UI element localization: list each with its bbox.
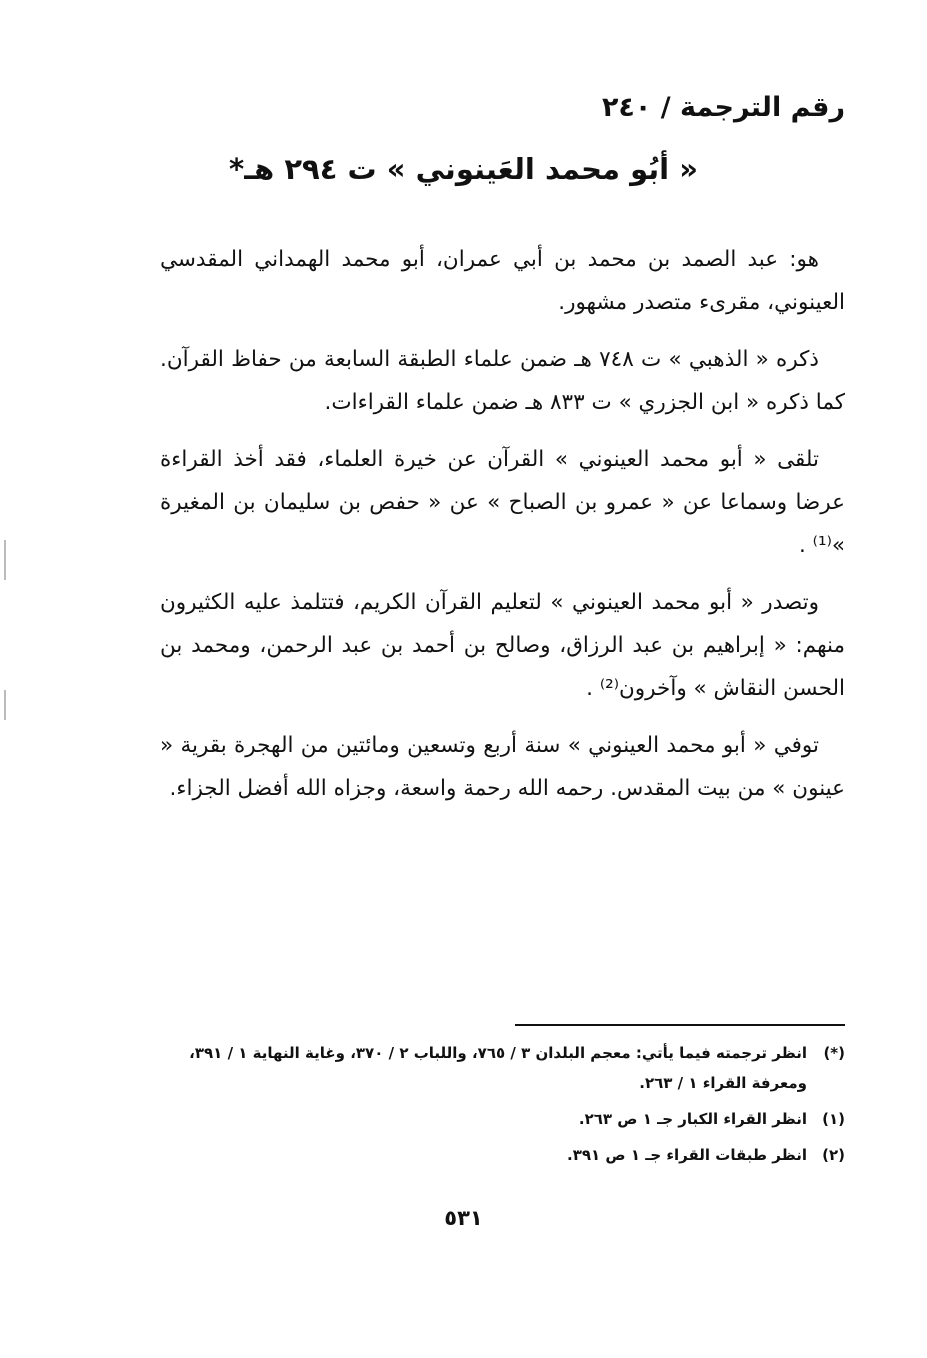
footnote-text: انظر القراء الكبار جـ ١ ص ٢٦٣. — [578, 1110, 807, 1128]
paragraph-death: توفي « أبو محمد العينوني » سنة أربع وتسعين ومائتين من الهجرة بقرية « عينون » من بيت المقدس. رحمه الله رحمة واسعة، وجزاه الله أفضل الجزاء. — [160, 733, 845, 801]
entry-title: « أبُو محمد العَينوني » ت ٢٩٤ هـ* — [229, 152, 698, 186]
footnote-divider — [515, 1024, 845, 1026]
paragraph-identity: هو: عبد الصمد بن محمد بن أبي عمران، أبو محمد الهمداني المقدسي العينوني، مقرىء متصدر مشهور. — [160, 247, 845, 315]
page-number: ٥٣١ — [444, 1206, 483, 1230]
paragraph-mentions: ذكره « الذهبي » ت ٧٤٨ هـ ضمن علماء الطبقة السابعة من حفاظ القرآن. كما ذكره « ابن الجزري » ت ٨٣٣ هـ ضمن علماء القراءات. — [160, 347, 845, 415]
footnote-item — [155, 1140, 845, 1170]
footnote-item — [155, 1104, 845, 1134]
biography-body — [160, 238, 845, 824]
footnote-marker: (١) — [822, 1110, 845, 1128]
scan-edge-mark — [4, 690, 6, 720]
footnote-marker: (*) — [823, 1044, 845, 1062]
footnote-text: انظر ترجمته فيما يأتي: معجم البلدان ٣ / ٧٦٥، واللباب ٢ / ٣٧٠، وغاية النهاية ١ / ٣٩١، ومعرفة القراء ١ / ٢٦٣. — [189, 1044, 807, 1092]
entry-number-heading: رقم الترجمة / ٢٤٠ — [601, 92, 845, 123]
footnote-text: انظر طبقات القراء جـ ١ ص ٣٩١. — [567, 1146, 807, 1164]
footnote-marker: (٢) — [822, 1146, 845, 1164]
footnote-item — [155, 1038, 845, 1098]
scan-edge-mark — [4, 540, 6, 580]
paragraph-teachers: تلقى « أبو محمد العينوني » القرآن عن خيرة العلماء، فقد أخذ القراءة عرضا وسماعا عن « عمرو بن الصباح » عن « حفص بن سليمان بن المغيرة »⁽¹⁾ . — [160, 447, 845, 558]
paragraph-students: وتصدر « أبو محمد العينوني » لتعليم القرآن الكريم، فتتلمذ عليه الكثيرون منهم: « إبراهيم بن عبد الرزاق، وصالح بن أحمد بن عبد الرحمن، ومحمد بن الحسن النقاش » وآخرون⁽²⁾ . — [160, 590, 845, 701]
footnotes — [155, 1038, 845, 1176]
